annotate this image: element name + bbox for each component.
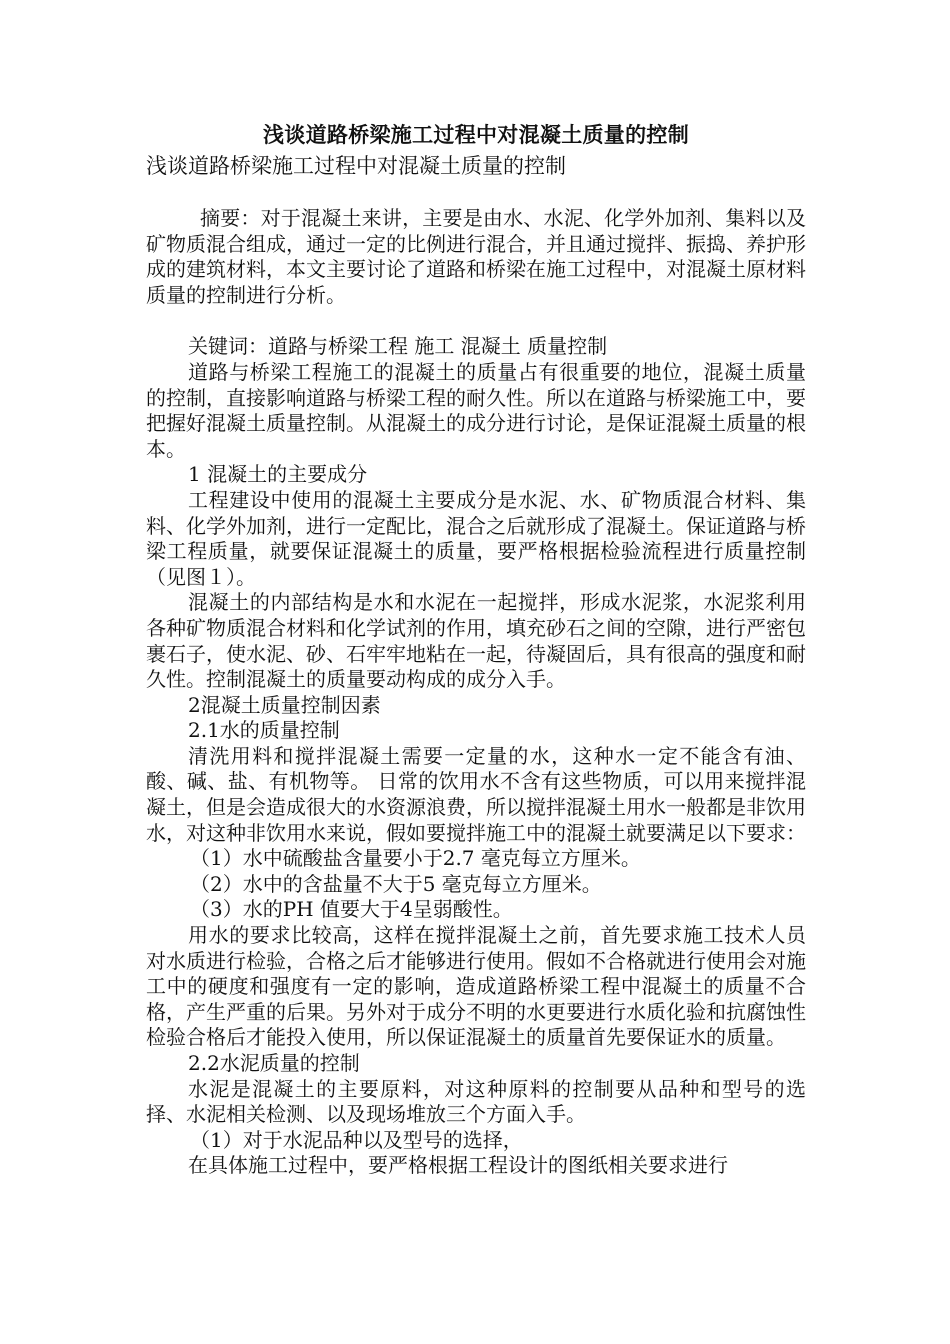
spacer [146, 180, 806, 206]
section-2-1-paragraph-2: 用水的要求比较高，这样在搅拌混凝土之前，首先要求施工技术人员对水质进行检验，合格之后才能够进行使用。假如不合格就进行使用会对施工中的硬度和强度有一定的影响，造成道路桥梁工程中混凝土的质量不合格，产生严重的后果。另外对于成分不明的水更要进行水质化验和抗腐蚀性检验合格后才能投入使用，所以保证混凝土的质量首先要保证水的质量。 [146, 923, 806, 1050]
section-2-2-paragraph-2: 在具体施工过程中，要严格根据工程设计的图纸相关要求进行 [188, 1153, 728, 1178]
section-1-heading: 1 混凝土的主要成分 [188, 462, 368, 487]
water-requirement-item: （1）水中硫酸盐含量要小于2.7 毫克每立方厘米。 [190, 846, 641, 871]
intro-paragraph: 道路与桥梁工程施工的混凝土的质量占有很重要的地位，混凝土质量的控制，直接影响道路与桥梁工程的耐久性。所以在道路与桥梁施工中，要把握好混凝土质量控制。从混凝土的成分进行讨论，是保证混凝土质量的根本。 [146, 359, 806, 461]
document-subtitle: 浅谈道路桥梁施工过程中对混凝土质量的控制 [146, 154, 566, 178]
section-2-2-heading: 2.2水泥质量的控制 [188, 1051, 360, 1075]
water-requirement-item: （2）水中的含盐量不大于5 毫克每立方厘米。 [190, 871, 602, 896]
document-title: 浅谈道路桥梁施工过程中对混凝土质量的控制 [263, 122, 689, 147]
section-2-1-heading: 2.1水的质量控制 [188, 718, 340, 743]
abstract-paragraph: 摘要：对于混凝土来讲，主要是由水、水泥、化学外加剂、集料以及矿物质混合组成，通过一定的比例进行混合，并且通过搅拌、振捣、养护形成的建筑材料，本文主要讨论了道路和桥梁在施工过程中，对混凝土原材料质量的控制进行分析。 [146, 206, 806, 307]
section-2-heading: 2混凝土质量控制因素 [188, 692, 381, 717]
document-page [146, 118, 806, 1179]
keywords-paragraph: 关键词：道路与桥梁工程 施工 混凝土 质量控制 [188, 334, 608, 359]
cement-selection-item: （1）对于水泥品种以及型号的选择， [190, 1127, 523, 1152]
spacer [146, 308, 806, 334]
section-2-1-paragraph-1: 清洗用料和搅拌混凝土需要一定量的水，这种水一定不能含有油、酸、碱、盐、有机物等。 日常的饮用水不含有这些物质，可以用来搅拌混凝土，但是会造成很大的水资源浪费，所以搅拌混凝土用水一般都是非饮用水，对这种非饮用水来说，假如要搅拌施工中的混凝土就要满足以下要求： [146, 743, 806, 845]
section-1-paragraph-1: 工程建设中使用的混凝土主要成分是水泥、水、矿物质混合材料、集料、化学外加剂，进行一定配比，混合之后就形成了混凝土。保证道路与桥梁工程质量，就要保证混凝土的质量，要严格根据检验流程进行质量控制（见图１）。 [146, 487, 806, 589]
section-2-2-paragraph-1: 水泥是混凝土的主要原料，对这种原料的控制要从品种和型号的选择、水泥相关检测、以及现场堆放三个方面入手。 [146, 1076, 806, 1127]
section-1-paragraph-2: 混凝土的内部结构是水和水泥在一起搅拌，形成水泥浆，水泥浆利用各种矿物质混合材料和化学试剂的作用，填充砂石之间的空隙，进行严密包裹石子，使水泥、砂、石牢牢地粘在一起，待凝固后，具有很高的强度和耐久性。控制混凝土的质量要动构成的成分入手。 [146, 590, 806, 692]
water-requirement-item: （3）水的PH 值要大于4呈弱酸性。 [190, 897, 513, 922]
